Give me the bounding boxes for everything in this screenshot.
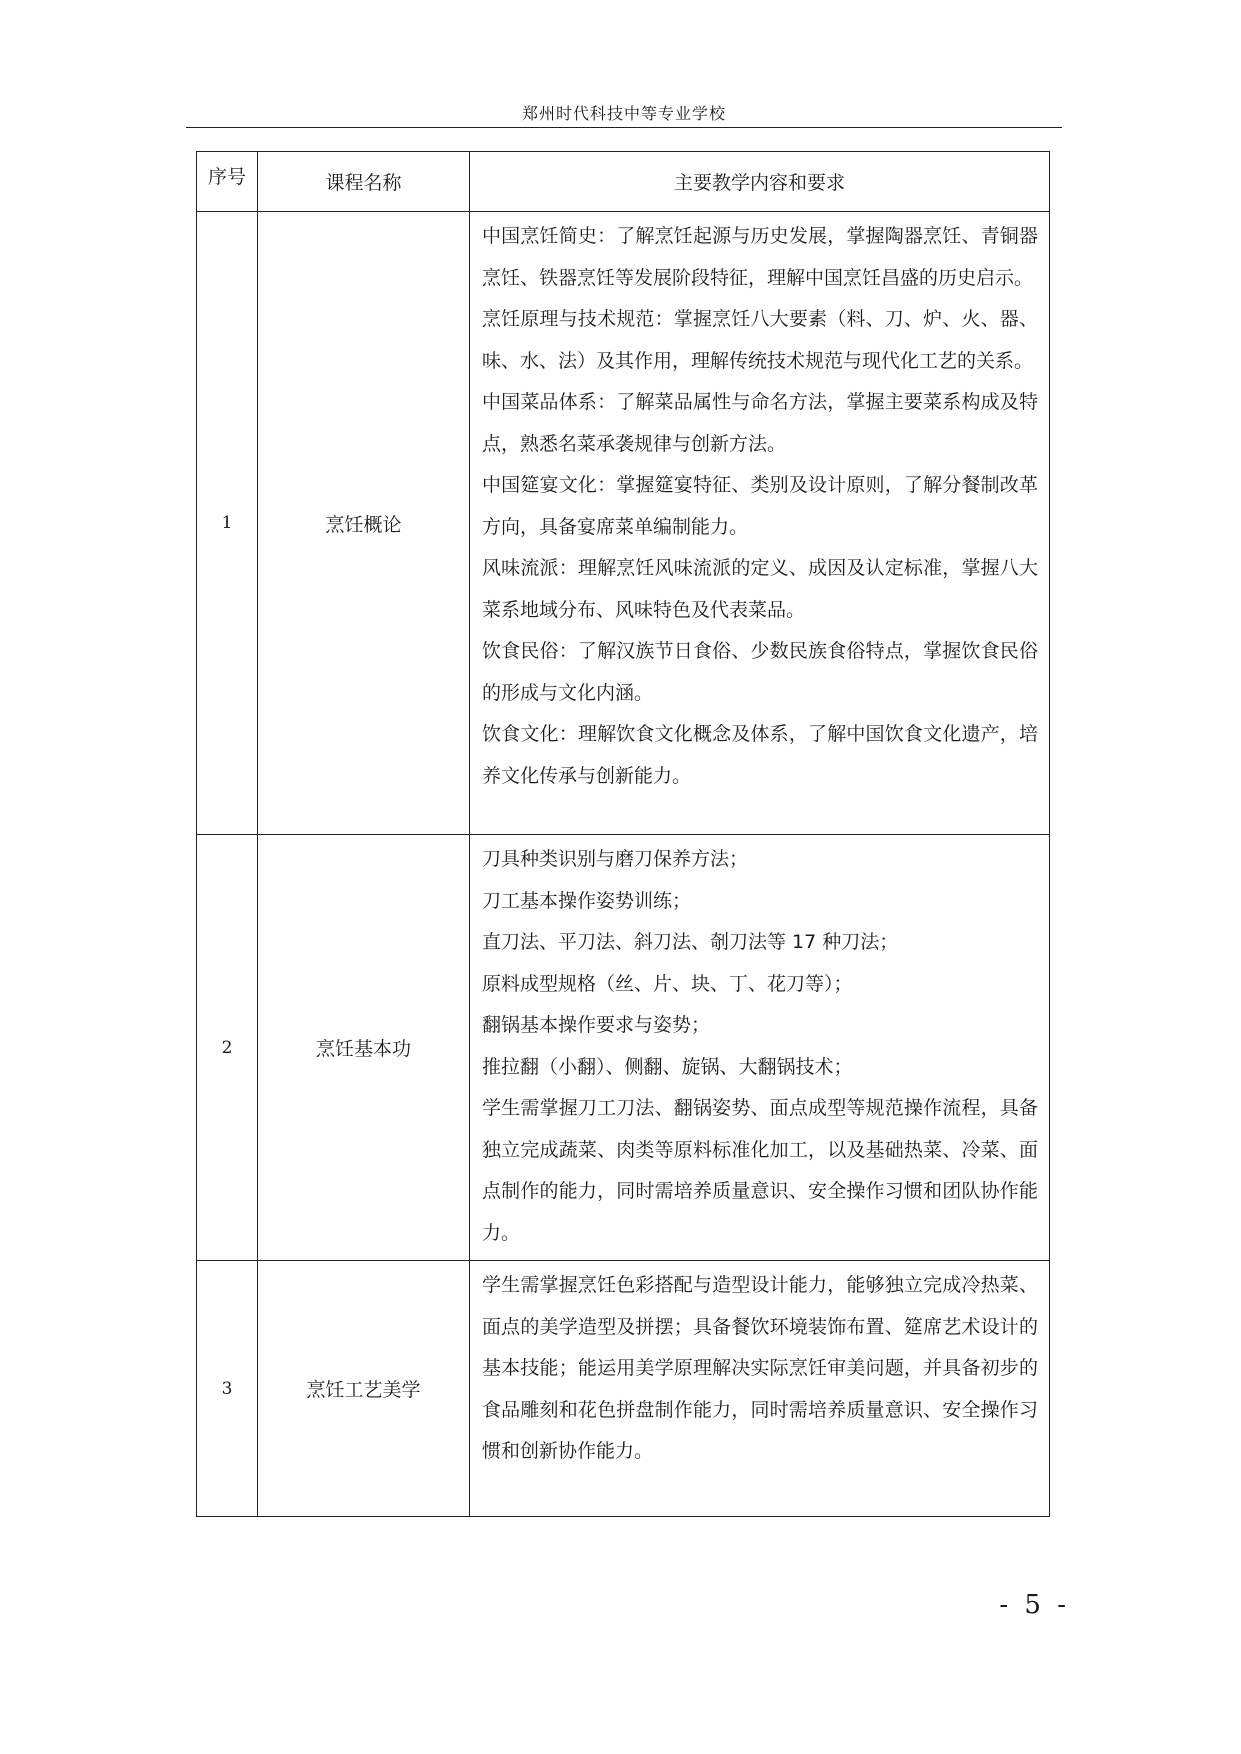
content-paragraph: 饮食文化：理解饮食文化概念及体系，了解中国饮食文化遗产，培养文化传承与创新能力。 <box>482 723 1038 787</box>
content-paragraph: 直刀法、平刀法、斜刀法、剞刀法等 17 种刀法； <box>482 931 899 953</box>
course-name: 烹饪工艺美学 <box>258 1261 470 1517</box>
row-number: 2 <box>197 835 258 1261</box>
content-paragraph: 烹饪原理与技术规范：掌握烹饪八大要素（料、刀、炉、火、器、味、水、法）及其作用，理解传统技术规范与现代化工艺的关系。 <box>482 308 1038 372</box>
course-content <box>470 1261 1050 1517</box>
content-paragraph: 风味流派：理解烹饪风味流派的定义、成因及认定标准，掌握八大菜系地域分布、风味特色及代表菜品。 <box>482 557 1038 621</box>
row-number: 1 <box>197 212 258 835</box>
row-number: 3 <box>197 1261 258 1517</box>
column-header-content: 主要教学内容和要求 <box>470 152 1050 212</box>
page-number: - 5 - <box>999 1590 1070 1620</box>
content-paragraph: 学生需掌握烹饪色彩搭配与造型设计能力，能够独立完成冷热菜、面点的美学造型及拼摆；具备餐饮环境装饰布置、筵席艺术设计的基本技能；能运用美学原理解决实际烹饪审美问题，并具备初步的食品雕刻和花色拼盘制作能力，同时需培养质量意识、安全操作习惯和创新协作能力。 <box>482 1274 1038 1462</box>
content-paragraph: 饮食民俗：了解汉族节日食俗、少数民族食俗特点，掌握饮食民俗的形成与文化内涵。 <box>482 640 1038 704</box>
course-table <box>196 151 1050 1517</box>
course-name: 烹饪概论 <box>258 212 470 835</box>
table-row <box>197 1261 1050 1517</box>
page-header-school-name: 郑州时代科技中等专业学校 <box>521 104 726 123</box>
column-header-number: 序号 <box>197 152 258 212</box>
course-content <box>470 835 1050 1261</box>
course-name: 烹饪基本功 <box>258 835 470 1261</box>
column-header-course-name: 课程名称 <box>258 152 470 212</box>
content-paragraph: 中国菜品体系：了解菜品属性与命名方法，掌握主要菜系构成及特点，熟悉名菜承袭规律与创新方法。 <box>482 391 1038 455</box>
content-paragraph: 翻锅基本操作要求与姿势； <box>482 1014 711 1036</box>
content-paragraph: 中国筵宴文化：掌握筵宴特征、类别及设计原则，了解分餐制改革方向，具备宴席菜单编制能力。 <box>482 474 1038 538</box>
content-paragraph: 学生需掌握刀工刀法、翻锅姿势、面点成型等规范操作流程，具备独立完成蔬菜、肉类等原料标准化加工，以及基础热菜、冷菜、面点制作的能力，同时需培养质量意识、安全操作习惯和团队协作能力。 <box>482 1097 1038 1244</box>
table-row <box>197 212 1050 835</box>
content-paragraph: 推拉翻（小翻）、侧翻、旋锅、大翻锅技术； <box>482 1055 853 1078</box>
content-paragraph: 刀工基本操作姿势训练； <box>482 889 692 912</box>
table-row <box>197 835 1050 1261</box>
table-header-row <box>197 152 1050 212</box>
content-paragraph: 原料成型规格（丝、片、块、丁、花刀等）； <box>482 972 853 995</box>
content-paragraph: 中国烹饪简史：了解烹饪起源与历史发展，掌握陶器烹饪、青铜器烹饪、铁器烹饪等发展阶段特征，理解中国烹饪昌盛的历史启示。 <box>482 225 1038 289</box>
course-content <box>470 212 1050 835</box>
header-divider <box>186 127 1062 128</box>
content-paragraph: 刀具种类识别与磨刀保养方法； <box>482 848 749 870</box>
